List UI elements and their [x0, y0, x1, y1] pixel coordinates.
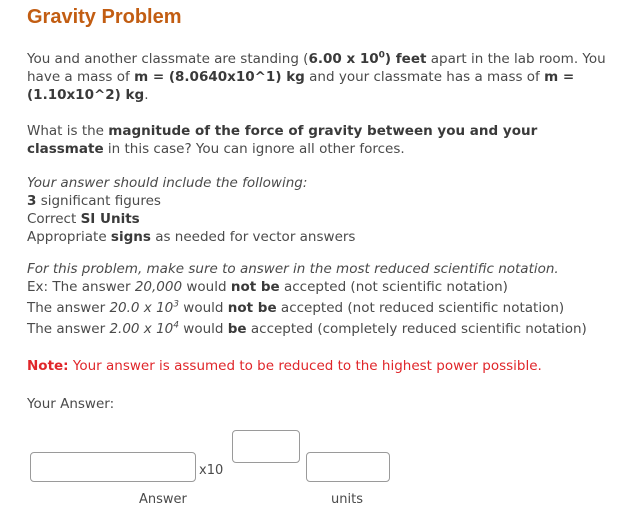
notation-rules [27, 260, 617, 338]
requirements-intro: Your answer should include the following: [27, 175, 308, 191]
requirements-list [27, 174, 617, 246]
answer-label: Answer [139, 492, 187, 507]
units-input[interactable] [306, 452, 390, 482]
example-1: Ex: The answer 20,000 would not be accepted (not scientific notation) [27, 279, 508, 295]
mass-1: m = (8.0640x10^1) kg [134, 69, 305, 85]
units-label: units [331, 492, 363, 507]
exponent-input[interactable] [232, 430, 300, 463]
example-3: The answer 2.00 x $10^4$ would be accepted (completely reduced scientific notation) [27, 320, 587, 337]
distance-value: 6.00 x $10^0$) feet [308, 50, 427, 67]
question-text: What is the magnitude of the force of gravity between you and your classmate in this case? You can ignore all other forces. [27, 123, 538, 157]
page-title: Gravity Problem [27, 6, 182, 28]
note-text: Note: Your answer is assumed to be reduced to the highest power possible. [27, 358, 542, 374]
requirement-units: Correct SI Units [27, 211, 140, 227]
notation-intro: For this problem, make sure to answer in the most reduced scientific notation. [27, 261, 559, 277]
answer-prompt: Your Answer: [27, 396, 115, 412]
problem-statement: You and another classmate are standing (6.00 x $10^0$) feet apart in the lab room. You have a mass of m = (8.0640x10^1) kg and your classmate has a mass of m = (1.10x10^2) kg. [27, 50, 606, 103]
example-2: The answer 20.0 x $10^3$ would not be accepted (not reduced scientific notation) [27, 299, 565, 316]
requirement-sig-figs: 3 significant figures [27, 193, 161, 209]
answer-input[interactable] [30, 452, 196, 482]
mass-2: m = (1.10x10^2) kg [27, 69, 575, 103]
times-ten-label: x10 [199, 463, 224, 478]
requirement-signs: Appropriate signs as needed for vector answers [27, 229, 356, 245]
